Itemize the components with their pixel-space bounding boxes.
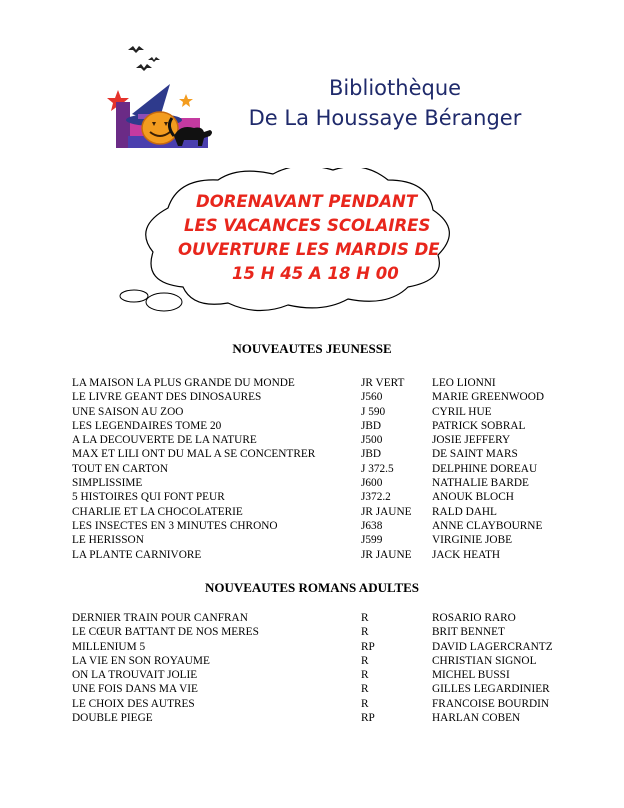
book-row [72,548,572,562]
book-call-number: J 590 [361,405,386,418]
section-title-jeunesse: NOUVEAUTES JEUNESSE [232,341,392,356]
book-author: JOSIE JEFFERY [432,434,511,447]
book-call-number: R [361,654,369,667]
book-call-number: J600 [361,477,383,490]
book-author: VIRGINIE JOBE [432,534,513,547]
book-author: FRANCOISE BOURDIN [432,697,550,710]
library-subtitle: De La Houssaye Béranger [248,106,522,130]
announcement-line: LES VACANCES SCOLAIRES [184,216,431,235]
book-author: DELPHINE DOREAU [432,462,538,475]
book-call-number: JBD [361,448,382,461]
book-row [72,462,572,476]
book-title: LA PLANTE CARNIVORE [72,548,202,561]
book-row [72,476,572,490]
book-title: LA MAISON LA PLUS GRANDE DU MONDE [72,377,295,389]
book-row [72,711,572,725]
book-author: ANNE CLAYBOURNE [432,519,543,532]
jeunesse-list [72,376,572,562]
library-title: Bibliothèque [328,76,462,100]
book-row [72,390,572,404]
book-call-number: J599 [361,534,383,547]
book-title: MILLENIUM 5 [72,640,146,653]
book-author: PATRICK SOBRAL [432,419,526,432]
book-title: UNE FOIS DANS MA VIE [72,683,198,696]
book-call-number: R [361,626,369,639]
book-title: LES INSECTES EN 3 MINUTES CHRONO [72,519,278,532]
book-title: DOUBLE PIEGE [72,712,153,725]
book-call-number: J500 [361,434,383,447]
book-title: LES LEGENDAIRES TOME 20 [72,419,222,432]
book-title: TOUT EN CARTON [72,462,168,475]
book-row [72,533,572,547]
book-author: ANOUK BLOCH [432,491,514,504]
book-title: LA VIE EN SON ROYAUME [72,654,210,667]
adultes-list [72,611,572,725]
book-call-number: R [361,669,369,682]
book-title: LE CHOIX DES AUTRES [72,697,195,710]
book-row [72,519,572,533]
book-title: DERNIER TRAIN POUR CANFRAN [72,612,248,624]
book-row [72,505,572,519]
book-call-number: JBD [361,419,382,432]
book-row [72,376,572,390]
book-author: DE SAINT MARS [432,448,518,461]
section-title-adultes: NOUVEAUTES ROMANS ADULTES [204,580,420,595]
book-row [72,611,572,625]
announcement-line: OUVERTURE LES MARDIS DE [178,240,440,259]
book-row [72,640,572,654]
book-call-number: JR JAUNE [361,505,412,518]
book-call-number: R [361,697,369,710]
book-title: 5 HISTOIRES QUI FONT PEUR [72,491,225,504]
book-title: ON LA TROUVAIT JOLIE [72,669,198,682]
book-title: CHARLIE ET LA CHOCOLATERIE [72,505,243,518]
book-title: SIMPLISSIME [72,477,143,490]
book-author: CHRISTIAN SIGNOL [432,654,537,667]
book-title: LE LIVRE GEANT DES DINOSAURES [72,391,262,404]
book-row [72,419,572,433]
book-row [72,625,572,639]
book-title: MAX ET LILI ONT DU MAL A SE CONCENTRER [72,448,316,461]
book-author: GILLES LEGARDINIER [432,683,550,696]
book-author: RALD DAHL [432,505,497,518]
book-title: LE HERISSON [72,534,144,547]
book-call-number: J 372.5 [361,462,394,475]
book-author: LEO LIONNI [432,377,496,389]
book-call-number: RP [361,712,375,725]
book-call-number: R [361,683,369,696]
book-row [72,490,572,504]
book-title: A LA DECOUVERTE DE LA NATURE [72,434,257,447]
book-author: CYRIL HUE [432,405,492,418]
book-author: NATHALIE BARDE [432,477,529,490]
book-author: ROSARIO RARO [432,612,516,624]
book-row [72,682,572,696]
book-call-number: J638 [361,519,383,532]
halloween-logo-icon [98,44,228,150]
book-author: BRIT BENNET [432,626,505,639]
book-author: MICHEL BUSSI [432,669,510,682]
book-row [72,447,572,461]
book-row [72,405,572,419]
book-call-number: J560 [361,391,383,404]
book-call-number: RP [361,640,375,653]
announcement-line: DORENAVANT PENDANT [196,192,418,211]
book-author: MARIE GREENWOOD [432,391,545,404]
book-author: HARLAN COBEN [432,712,521,725]
announcement-line: 15 H 45 A 18 H 00 [232,264,399,283]
book-row [72,433,572,447]
book-author: DAVID LAGERCRANTZ [432,640,553,653]
book-call-number: JR VERT [361,377,405,389]
book-call-number: J372.2 [361,491,391,504]
book-call-number: JR JAUNE [361,548,412,561]
book-row [72,697,572,711]
book-author: JACK HEATH [432,548,501,561]
book-call-number: R [361,612,369,624]
opening-hours-announcement [150,190,460,286]
book-title: LE CŒUR BATTANT DE NOS MERES [72,626,259,639]
book-title: UNE SAISON AU ZOO [72,405,184,418]
book-row [72,668,572,682]
book-row [72,654,572,668]
